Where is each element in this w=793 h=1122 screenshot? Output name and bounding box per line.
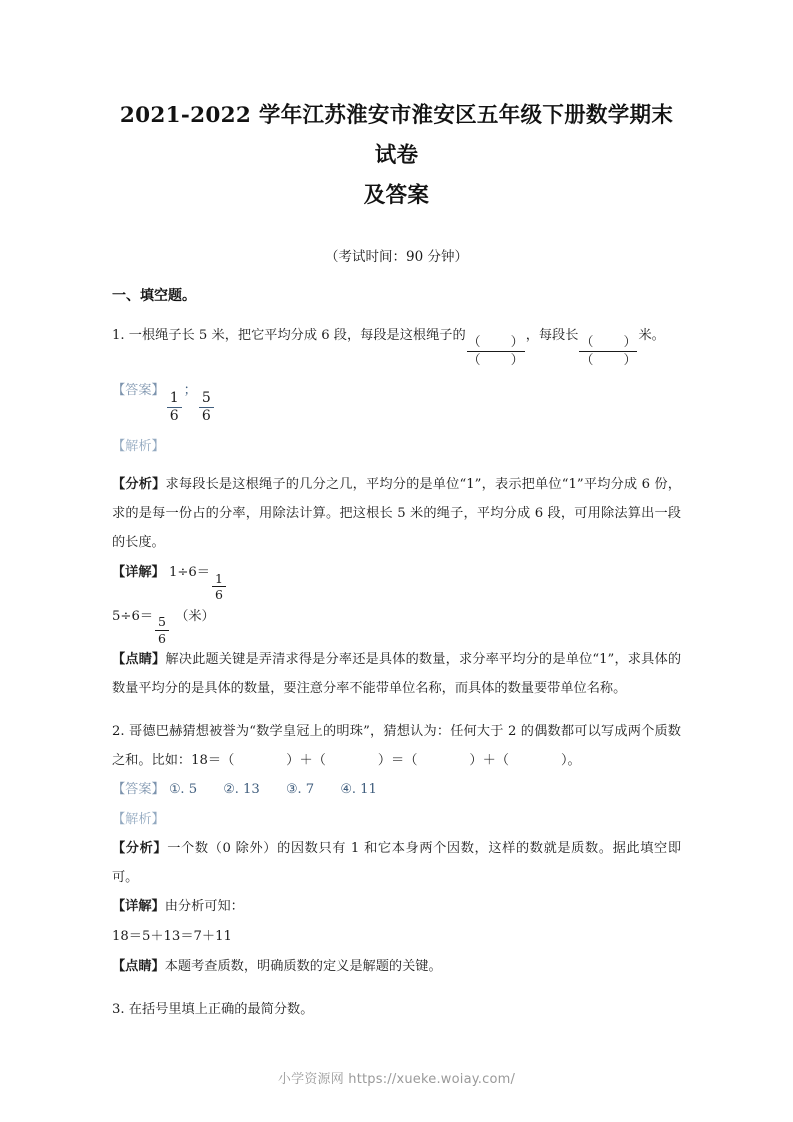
answer-label: 【答案】 (112, 781, 165, 797)
question-1-number: 1. (112, 328, 125, 343)
question-2-equals: ）＝（ (377, 752, 418, 768)
question-2-plus-2: ）＋（ (469, 752, 509, 768)
answer-label: 【答案】 (112, 383, 165, 399)
question-2-xiangjie (112, 892, 681, 921)
question-2-plus-1: ）＋（ (286, 752, 326, 768)
page-title (112, 96, 681, 216)
xiangjie-label: 【详解】 (112, 565, 165, 581)
question-2-stem-line1: 哥德巴赫猜想被誉为“数学皇冠上的明珠”，猜想认为：任何大于 2 的偶数都可以写成两 (128, 723, 642, 739)
fraction-numerator: 1 (212, 572, 226, 587)
xiangjie-label: 【详解】 (112, 898, 165, 914)
blank-fraction-denominator: （ ） (580, 353, 637, 369)
answer-item-2 (223, 775, 260, 805)
dianjing-label: 【点睛】 (112, 651, 166, 667)
question-1-stem-part3: 米。 (638, 328, 665, 343)
question-1-xiangjie-line-1 (112, 557, 681, 601)
answer-value: 5 (188, 781, 198, 797)
question-1-fenxi (112, 470, 681, 557)
question-3-stem-text: 在括号里填上正确的最简分数。 (128, 1001, 314, 1017)
section-heading-fill-in-blanks: 一、填空题。 (112, 288, 196, 304)
footer-watermark: 小学资源网 https://xueke.woiay.com/ (277, 1072, 516, 1087)
question-2-dianjing (112, 952, 681, 981)
question-1-xiangjie-line-2 (112, 601, 681, 645)
fraction-denominator: 6 (158, 630, 166, 646)
answer-item-3 (286, 775, 314, 805)
question-2-xiangjie-math: 18＝5＋13＝7＋11 (112, 928, 232, 944)
fenxi-label: 【分析】 (112, 477, 166, 493)
question-2-jiexi-label-row (112, 805, 681, 834)
dianjing-label: 【点睛】 (112, 958, 165, 974)
answer-marker: ④. (340, 781, 356, 797)
question-2-stem-end: ）。 (560, 752, 581, 768)
answer-marker: ③. (286, 781, 302, 797)
xiangjie-lhs: 1÷6＝ (168, 565, 210, 581)
question-2-stem-line2-prefix: 个质数之和。比如：18＝（ (112, 723, 681, 768)
answer-value: 11 (360, 781, 377, 797)
answer-fraction-1 (167, 391, 182, 423)
xiangjie-fraction-1 (212, 572, 226, 601)
jiexi-label: 【解析】 (112, 811, 165, 827)
fenxi-text: 求每段长是这根绳子的几分之几，平均分的是单位“1”，表示把单位“1”平均分成 6 份，求的是每一份占的分率，用除法计算。把这根长 5 米的绳子，平均分成 6 段，可用除法算出一段的长度。 (112, 477, 681, 551)
question-2-answer-row (112, 775, 681, 805)
exam-duration: （考试时间：90 分钟） (325, 249, 468, 265)
title-line-2: 及答案 (363, 183, 430, 208)
question-2-fenxi (112, 834, 681, 892)
blank-fraction-numerator: （ ） (467, 335, 524, 351)
question-1-dianjing (112, 645, 681, 703)
question-2 (112, 717, 681, 981)
answer-separator: ； (183, 383, 197, 399)
dianjing-text: 本题考查质数，明确质数的定义是解题的关键。 (164, 958, 442, 974)
answer-item-4 (340, 775, 377, 805)
title-line-1: 2021-2022 学年江苏淮安市淮安区五年级下册数学期末试卷 (119, 103, 674, 168)
xiangjie-fraction-2 (155, 615, 169, 644)
question-1-answer-row (112, 376, 681, 423)
answer-marker: ①. (168, 781, 185, 797)
question-1-stem (112, 321, 681, 367)
question-1 (112, 321, 681, 703)
jiexi-label: 【解析】 (112, 439, 165, 455)
question-2-stem (112, 717, 681, 775)
question-1-jiexi-label-row (112, 432, 681, 461)
question-2-number: 2. (112, 723, 125, 739)
answer-item-1 (169, 775, 197, 805)
dianjing-text: 解决此题关键是弄清求得是分率还是具体的数量，求分率平均分的是单位“1”，求具体的数量平均分的是具体的数量，要注意分率不能带单位名称，而具体的数量要带单位名称。 (112, 651, 682, 696)
fenxi-text: 一个数（0 除外）的因数只有 1 和它本身两个因数，这样的数就是质数。据此填空即可。 (112, 840, 682, 885)
blank-fraction-denominator: （ ） (467, 353, 524, 369)
question-3-number: 3. (112, 1001, 125, 1017)
fenxi-label: 【分析】 (112, 840, 168, 856)
question-1-stem-part2: ，每段长 (525, 328, 579, 343)
blank-fraction-numerator: （ ） (580, 335, 637, 351)
xiangjie-lhs: 5÷6＝ (112, 608, 154, 624)
answer-fraction-2 (199, 391, 214, 423)
fraction-numerator: 5 (155, 615, 169, 630)
fraction-denominator: 6 (201, 407, 211, 424)
answer-value: 7 (305, 781, 315, 797)
fraction-numerator: 1 (167, 391, 182, 408)
xiangjie-unit: （米） (175, 608, 215, 624)
question-3-stem (112, 995, 681, 1024)
answer-value: 13 (243, 781, 260, 797)
question-1-blank-fraction-2[interactable] (579, 336, 637, 367)
xiangjie-text: 由分析可知： (164, 898, 244, 914)
fraction-denominator: 6 (169, 407, 179, 424)
answer-marker: ②. (223, 781, 239, 797)
question-1-stem-part1: 一根绳子长 5 米，把它平均分成 6 段，每段是这根绳子的 (128, 328, 466, 343)
question-1-blank-fraction-1[interactable] (467, 336, 525, 367)
fraction-numerator: 5 (199, 391, 214, 408)
fraction-denominator: 6 (214, 586, 223, 602)
question-3 (112, 995, 681, 1024)
